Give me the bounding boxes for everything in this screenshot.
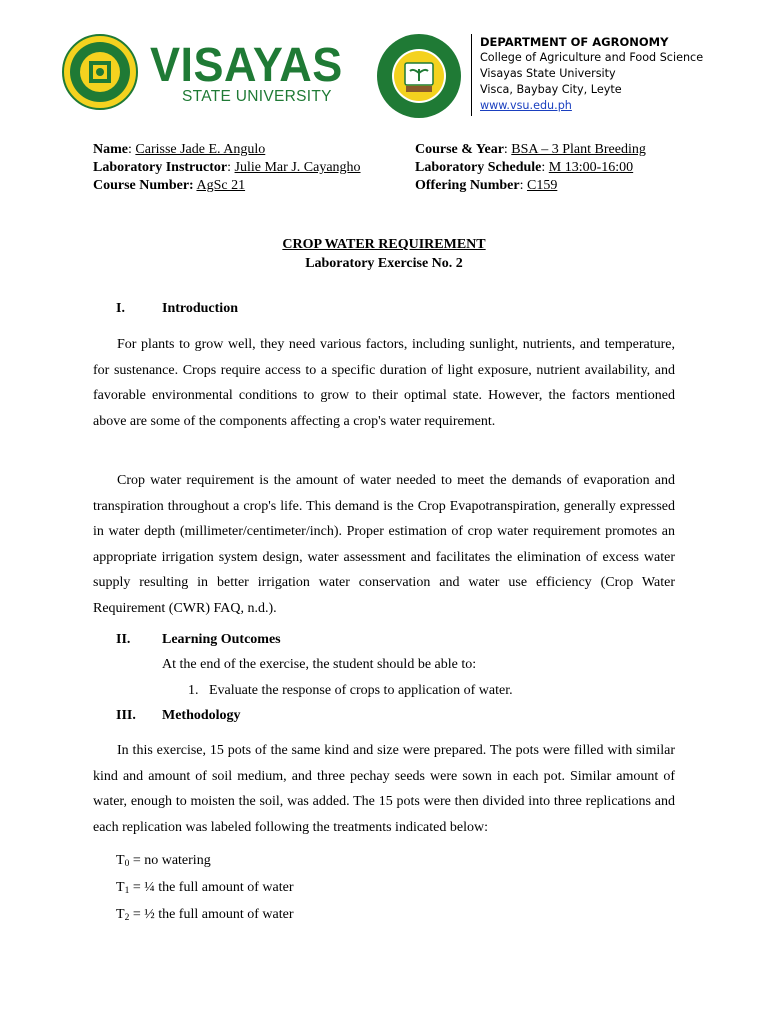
vsu-seal-logo [62,34,138,110]
treatment-t2: $T_2$ = ½ the full amount of water [116,907,294,923]
methodology-paragraph: In this exercise, 15 pots of the same kind and size were prepared. The pots were filled with similar kind and amount of soil medium, and three pechay seeds were sown in each pot. Similar amount of water, enough to moisten the soil, was added. The 15 pots were then divided into three replications and each replication was labeled following the treatments indicated below: [93,743,675,835]
section-1-number: I. [116,301,125,316]
document-title: CROP WATER REQUIREMENT [282,237,486,252]
dept-line-1: DEPARTMENT OF AGRONOMY [480,35,669,49]
dept-line-4: Visca, Baybay City, Leyte [480,83,622,96]
section-3-number: III. [116,708,136,723]
course-year-value: BSA – 3 Plant Breeding [511,142,646,157]
outcome-number: 1. [188,683,199,698]
department-address-block [480,34,703,114]
schedule-value: M 13:00-16:00 [548,160,634,175]
section-2-number: II. [116,632,131,647]
schedule-field: Laboratory Schedule: M 13:00-16:00 [415,160,634,175]
treatment-t1: $T_1$ = ¼ the full amount of water [116,880,294,896]
section-3-heading: Methodology [162,708,241,723]
instructor-field: Laboratory Instructor: Julie Mar J. Cayangho [93,160,361,175]
outcome-item: Evaluate the response of crops to application of water. [209,683,513,698]
instructor-value: Julie Mar J. Cayangho [234,160,361,175]
course-number-value: AgSc 21 [196,178,246,193]
intro-paragraph-2: Crop water requirement is the amount of water needed to meet the demands of evaporation and transpiration throughout a crop's life. This demand is the Crop Evapotranspiration, generally expressed in water depth (millimeter/centimeter/inch). Proper estimation of crop water requirement promotes an appropriate irrigation system design, water assessment and facilitates the elimination of excess water supply resulting in better irrigation water conservation and water use efficiency (Crop Water Requirement (CWR) FAQ, n.d.). [93,473,675,616]
header-divider [471,34,472,116]
dept-line-3: Visayas State University [480,67,616,80]
dept-line-2: College of Agriculture and Food Science [480,51,704,64]
vsu-logo-wordmark: VISAYAS [150,36,343,92]
treatment-t0: $T_0$ = no watering [116,853,211,869]
offering-number-value: C159 [526,178,558,193]
name-field: Name: Carisse Jade E. Angulo [93,142,266,157]
vsu-logo-subtext: STATE UNIVERSITY [182,88,332,105]
website-link[interactable]: www.vsu.edu.ph [480,99,572,112]
intro-paragraph-1: For plants to grow well, they need various factors, including sunlight, nutrients, and temperature, for sustenance. Crops require access to a specific duration of light exposure, nutrient availability, and favorable environmental conditions to grow to their optimal state. However, the factors mentioned above are some of the components affecting a crop's water requirement. [93,337,675,429]
offering-number-field: Offering Number: C159 [415,178,558,193]
document-subtitle: Laboratory Exercise No. 2 [305,256,463,271]
course-year-field: Course & Year: BSA – 3 Plant Breeding [415,142,646,157]
agronomy-seal-logo [376,33,462,119]
name-value: Carisse Jade E. Angulo [135,142,266,157]
section-2-heading: Learning Outcomes [162,632,281,647]
learning-outcomes-intro: At the end of the exercise, the student should be able to: [162,657,477,672]
course-number-field: Course Number: AgSc 21 [93,178,246,193]
section-1-heading: Introduction [162,301,238,316]
